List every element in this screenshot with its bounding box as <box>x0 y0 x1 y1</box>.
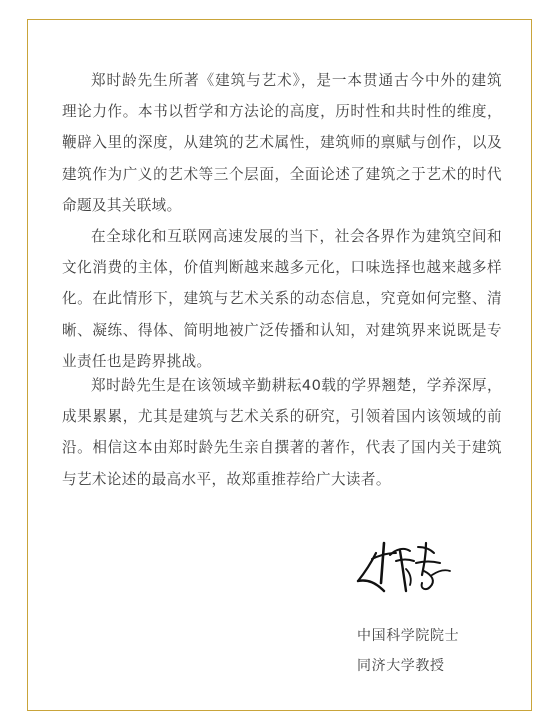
author-title-professor: 同济大学教授 <box>357 658 445 674</box>
paragraph-3: 郑时龄先生是在该领域辛勤耕耘40载的学界翘楚，学养深厚，成果累累，尤其是建筑与艺术关系的研究，引领着国内该领域的前沿。相信这本由郑时龄先生亲自撰著的著作，代表了国内关于建筑与艺术论述的最高水平，故郑重推荐给广大读者。 <box>62 377 502 488</box>
paragraph-2: 在全球化和互联网高速发展的当下，社会各界作为建筑空间和文化消费的主体，价值判断越来越多元化，口味选择也越来越多样化。在此情形下，建筑与艺术关系的动态信息，究竟如何完整、清晰、凝练、得体、简明地被广泛传播和认知，对建筑界来说既是专业责任也是跨界挑战。 <box>62 228 502 370</box>
author-title-academician: 中国科学院院士 <box>357 628 460 644</box>
handwritten-signature <box>346 535 476 605</box>
paragraph-1: 郑时龄先生所著《建筑与艺术》，是一本贯通古今中外的建筑理论力作。本书以哲学和方法论的高度，历时性和共时性的维度，鞭辟入里的深度，从建筑的艺术属性，建筑师的禀赋与创作，以及建筑作为广义的艺术等三个层面，全面论述了建筑之于艺术的时代命题及其关联域。 <box>62 72 502 214</box>
